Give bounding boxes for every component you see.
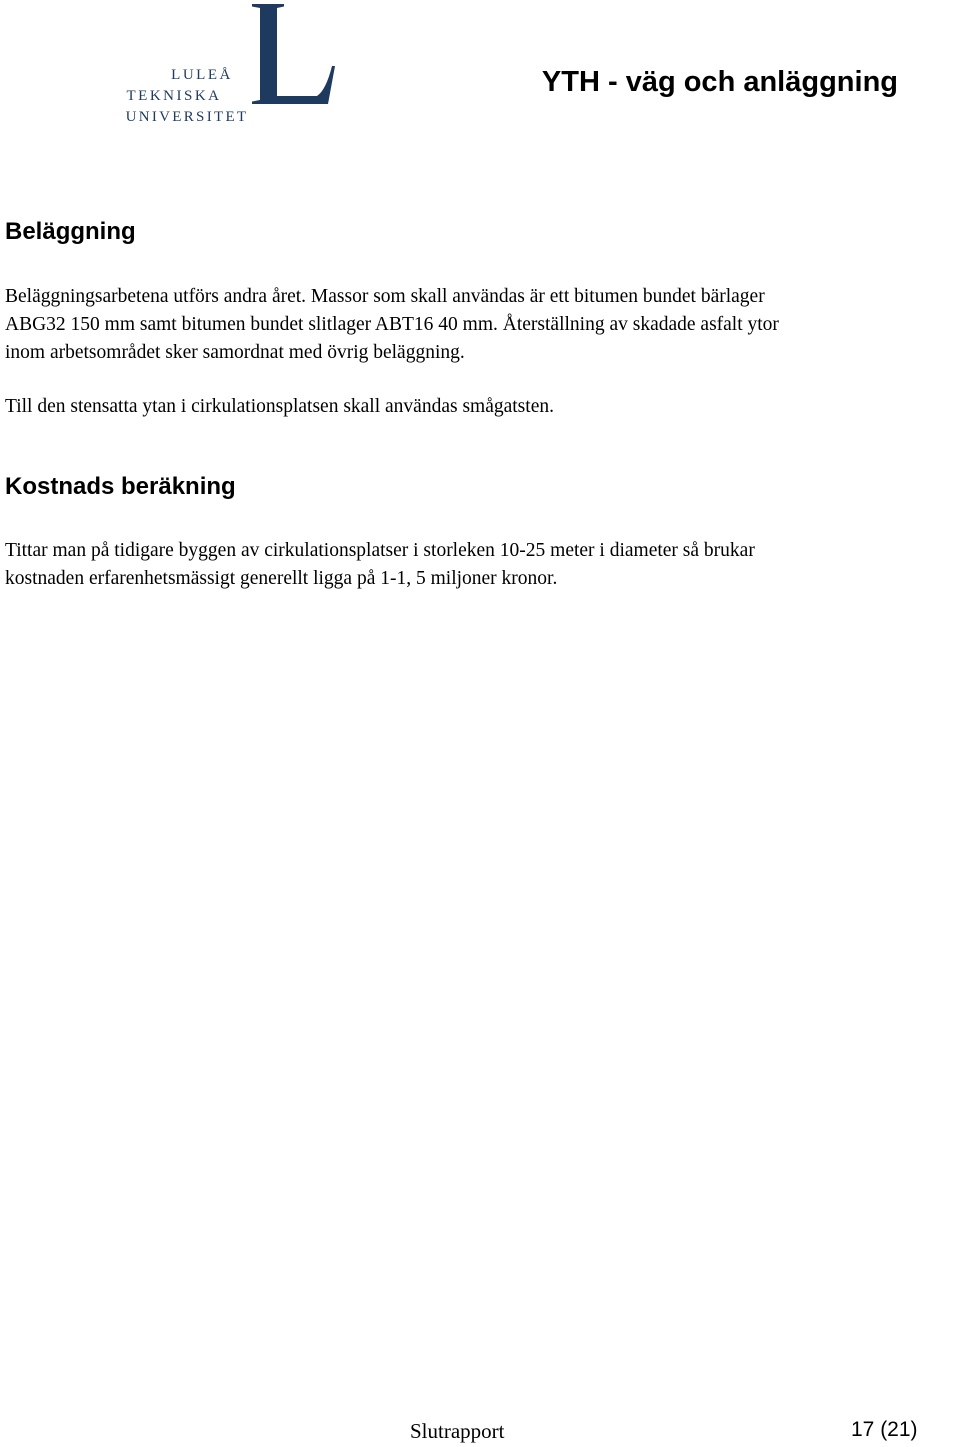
logo-line3: UNIVERSITET [125, 109, 249, 125]
logo-line1: LULEÅ [171, 67, 233, 83]
text-line: kostnaden erfarenhetsmässigt generellt ligga på 1-1, 5 miljoner kronor. [5, 568, 558, 589]
page-number: 17 (21) [851, 1418, 918, 1441]
paragraph-belaggning-2 [5, 393, 960, 421]
paragraph-belaggning-1 [5, 283, 960, 367]
text-line: Beläggningsarbetena utförs andra året. Massor som skall användas är ett bitumen bundet bärlager [5, 286, 765, 307]
footer-label: Slutrapport [410, 1419, 505, 1443]
logo-line2: TEKNISKA [126, 88, 222, 104]
text-line: Tittar man på tidigare byggen av cirkulationsplatser i storleken 10-25 meter i diameter så brukar [5, 540, 755, 561]
text-line: inom arbetsområdet sker samordnat med övrig beläggning. [5, 342, 465, 363]
logo-graphic [112, 0, 342, 128]
paragraph-kostnads-1 [5, 537, 960, 593]
section-heading-kostnads: Kostnads beräkning [5, 473, 236, 500]
text-line: Till den stensatta ytan i cirkulationsplatsen skall användas smågatsten. [5, 396, 554, 417]
document-title: YTH - väg och anläggning [541, 66, 898, 98]
text-line: ABG32 150 mm samt bitumen bundet slitlager ABT16 40 mm. Återställning av skadade asfalt ytor [5, 314, 779, 335]
section-heading-belaggning: Beläggning [5, 218, 136, 245]
university-logo [112, 0, 342, 128]
